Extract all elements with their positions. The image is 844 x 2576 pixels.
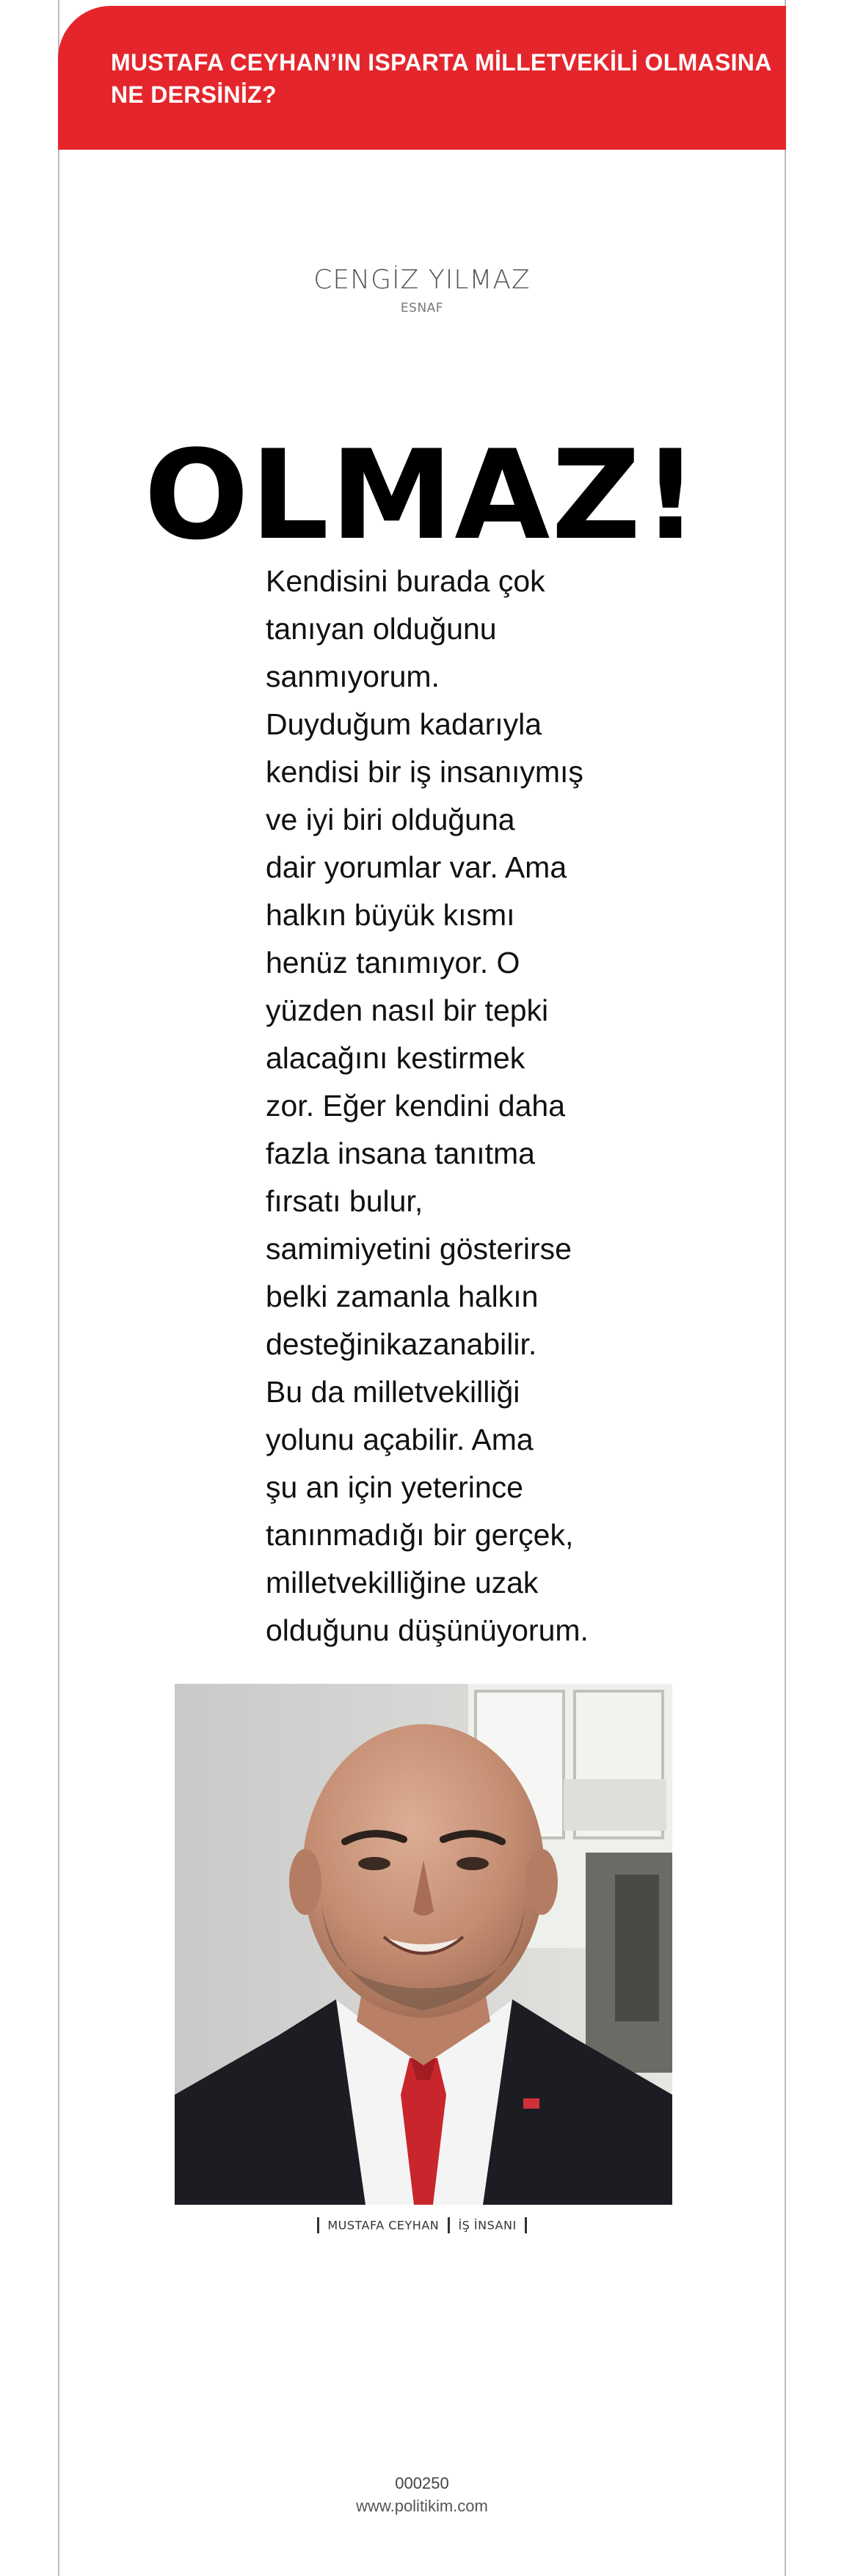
caption-divider: [317, 2217, 319, 2233]
caption-divider: [448, 2217, 450, 2233]
body-line: şu an için yeterince: [266, 1470, 523, 1504]
body-line: zor. Eğer kendini daha: [266, 1089, 565, 1123]
footer: [0, 2473, 844, 2518]
question-title: MUSTAFA CEYHAN’IN ISPARTA MİLLETVEKİLİ OLMASINA NE DERSİNİZ?: [111, 49, 771, 108]
answer-body: [266, 558, 618, 1654]
header-banner: [58, 6, 786, 150]
body-line: milletvekilliğine uzak: [266, 1566, 539, 1599]
body-line: tanınmadığı bir gerçek,: [266, 1518, 574, 1552]
photo-caption: [0, 2217, 844, 2233]
body-line: Bu da milletvekilliği: [266, 1375, 520, 1409]
portrait-photo: [175, 1684, 672, 2205]
body-line: desteğinikazanabilir.: [266, 1327, 537, 1361]
body-line: kendisi bir iş insanıymış: [266, 755, 583, 789]
body-line: yüzden nasıl bir tepki: [266, 993, 549, 1027]
body-line: henüz tanımıyor. O: [266, 946, 520, 979]
footer-url[interactable]: www.politikim.com: [356, 2497, 488, 2515]
body-line: halkın büyük kısmı: [266, 898, 515, 932]
body-line: fazla insana tanıtma: [266, 1136, 535, 1170]
body-line: dair yorumlar var. Ama: [266, 850, 567, 884]
headline: OLMAZ!: [144, 423, 700, 567]
body-line: tanıyan olduğunu: [266, 612, 497, 646]
body-line: belki zamanla halkın: [266, 1280, 539, 1313]
body-line: alacağını kestirmek: [266, 1041, 525, 1075]
body-line: sanmıyorum.: [266, 660, 440, 693]
caption-divider: [525, 2217, 527, 2233]
author-name: CENGİZ YILMAZ: [313, 265, 531, 295]
author-block: [0, 264, 844, 315]
body-line: samimiyetini gösterirse: [266, 1232, 572, 1266]
body-line: olduğunu düşünüyorum.: [266, 1613, 589, 1647]
author-role: ESNAF: [400, 301, 444, 315]
body-line: Duyduğum kadarıyla: [266, 707, 542, 741]
caption-title: İŞ İNSANI: [458, 2218, 517, 2233]
body-line: fırsatı bulur,: [266, 1184, 423, 1218]
body-line: Kendisini burada çok: [266, 564, 545, 598]
footer-code: 000250: [395, 2474, 449, 2492]
body-line: yolunu açabilir. Ama: [266, 1423, 534, 1456]
body-line: ve iyi biri olduğuna: [266, 803, 515, 836]
caption-name: MUSTAFA CEYHAN: [327, 2218, 440, 2233]
